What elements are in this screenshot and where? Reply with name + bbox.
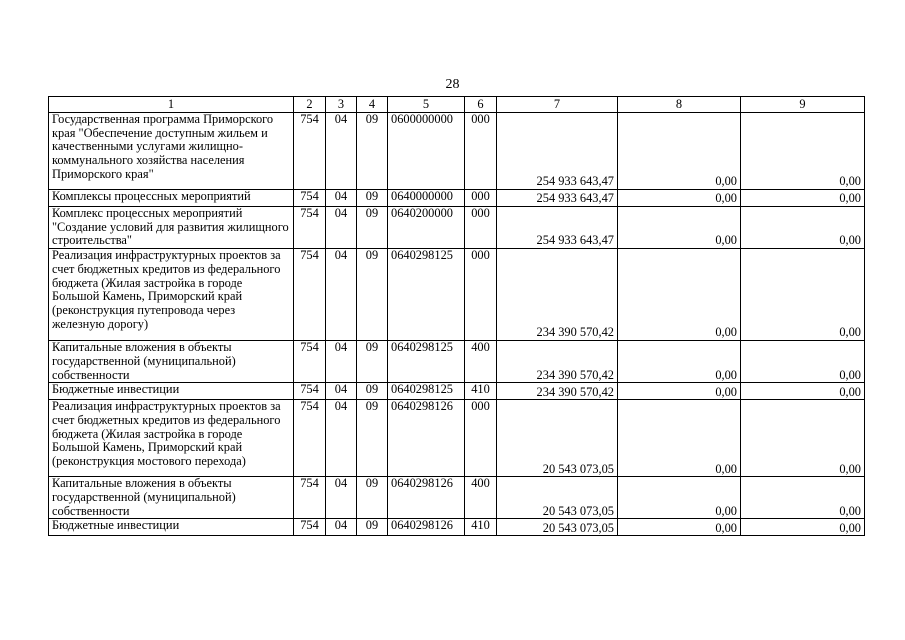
code-target-article: 0600000000 (388, 113, 465, 190)
code-subsection: 09 (357, 249, 388, 341)
code-expense-type: 000 (465, 207, 497, 249)
row-name: Капитальные вложения в объекты государственной (муниципальной) собственности (49, 341, 294, 383)
code-expense-type: 410 (465, 383, 497, 400)
code-target-article: 0640200000 (388, 207, 465, 249)
column-header-7: 7 (497, 97, 618, 113)
code-section: 04 (326, 113, 357, 190)
amount-col8: 0,00 (618, 190, 741, 207)
amount-col8: 0,00 (618, 519, 741, 536)
amount-col9: 0,00 (741, 341, 865, 383)
column-header-2: 2 (294, 97, 326, 113)
code-expense-type: 000 (465, 113, 497, 190)
code-grbs: 754 (294, 190, 326, 207)
row-name: Государственная программа Приморского края "Обеспечение доступным жильем и качественными услугами жилищно-коммунального хозяйства населения Приморского края" (49, 113, 294, 190)
code-section: 04 (326, 341, 357, 383)
row-name: Реализация инфраструктурных проектов за счет бюджетных кредитов из федерального бюджета (Жилая застройка в городе Большой Камень, Приморский край (реконструкция мостового перехода) (49, 400, 294, 477)
amount-col7: 20 543 073,05 (497, 477, 618, 519)
code-grbs: 754 (294, 400, 326, 477)
code-subsection: 09 (357, 341, 388, 383)
code-expense-type: 000 (465, 249, 497, 341)
code-grbs: 754 (294, 341, 326, 383)
code-target-article: 0640298126 (388, 477, 465, 519)
code-section: 04 (326, 249, 357, 341)
table-row (49, 190, 865, 207)
amount-col9: 0,00 (741, 207, 865, 249)
column-header-4: 4 (357, 97, 388, 113)
amount-col9: 0,00 (741, 477, 865, 519)
table-row (49, 383, 865, 400)
code-expense-type: 410 (465, 519, 497, 536)
page-number: 28 (445, 77, 460, 92)
code-subsection: 09 (357, 190, 388, 207)
row-name: Бюджетные инвестиции (49, 519, 294, 536)
code-section: 04 (326, 477, 357, 519)
code-expense-type: 000 (465, 190, 497, 207)
table-row (49, 519, 865, 536)
code-subsection: 09 (357, 477, 388, 519)
table-row (49, 477, 865, 519)
amount-col7: 254 933 643,47 (497, 113, 618, 190)
code-section: 04 (326, 519, 357, 536)
amount-col8: 0,00 (618, 207, 741, 249)
row-name: Комплекс процессных мероприятий "Создание условий для развития жилищного строительства" (49, 207, 294, 249)
code-target-article: 0640000000 (388, 190, 465, 207)
amount-col9: 0,00 (741, 190, 865, 207)
column-header-5: 5 (388, 97, 465, 113)
row-name: Бюджетные инвестиции (49, 383, 294, 400)
code-grbs: 754 (294, 383, 326, 400)
row-name: Реализация инфраструктурных проектов за счет бюджетных кредитов из федерального бюджета (Жилая застройка в городе Большой Камень, Приморский край (реконструкция путепровода через железную дорогу) (49, 249, 294, 341)
code-expense-type: 400 (465, 477, 497, 519)
amount-col7: 234 390 570,42 (497, 341, 618, 383)
code-section: 04 (326, 400, 357, 477)
amount-col9: 0,00 (741, 400, 865, 477)
code-subsection: 09 (357, 519, 388, 536)
code-subsection: 09 (357, 207, 388, 249)
column-header-9: 9 (741, 97, 865, 113)
table-row (49, 249, 865, 341)
amount-col8: 0,00 (618, 249, 741, 341)
table-row (49, 207, 865, 249)
amount-col8: 0,00 (618, 400, 741, 477)
amount-col7: 234 390 570,42 (497, 383, 618, 400)
column-header-6: 6 (465, 97, 497, 113)
amount-col7: 20 543 073,05 (497, 400, 618, 477)
amount-col9: 0,00 (741, 113, 865, 190)
budget-table (48, 96, 865, 536)
table-row (49, 341, 865, 383)
amount-col7: 234 390 570,42 (497, 249, 618, 341)
amount-col8: 0,00 (618, 383, 741, 400)
column-header-3: 3 (326, 97, 357, 113)
table-row (49, 113, 865, 190)
column-header-8: 8 (618, 97, 741, 113)
code-grbs: 754 (294, 207, 326, 249)
amount-col8: 0,00 (618, 341, 741, 383)
amount-col9: 0,00 (741, 383, 865, 400)
code-grbs: 754 (294, 249, 326, 341)
code-target-article: 0640298126 (388, 400, 465, 477)
code-section: 04 (326, 207, 357, 249)
column-header-1: 1 (49, 97, 294, 113)
amount-col8: 0,00 (618, 477, 741, 519)
amount-col7: 254 933 643,47 (497, 190, 618, 207)
code-target-article: 0640298125 (388, 249, 465, 341)
amount-col9: 0,00 (741, 249, 865, 341)
code-subsection: 09 (357, 113, 388, 190)
table-header-row (49, 97, 865, 113)
code-section: 04 (326, 383, 357, 400)
code-subsection: 09 (357, 383, 388, 400)
amount-col8: 0,00 (618, 113, 741, 190)
amount-col7: 20 543 073,05 (497, 519, 618, 536)
table-row (49, 400, 865, 477)
code-grbs: 754 (294, 519, 326, 536)
row-name: Капитальные вложения в объекты государственной (муниципальной) собственности (49, 477, 294, 519)
code-grbs: 754 (294, 477, 326, 519)
amount-col9: 0,00 (741, 519, 865, 536)
code-subsection: 09 (357, 400, 388, 477)
code-expense-type: 400 (465, 341, 497, 383)
code-section: 04 (326, 190, 357, 207)
code-target-article: 0640298125 (388, 383, 465, 400)
code-grbs: 754 (294, 113, 326, 190)
row-name: Комплексы процессных мероприятий (49, 190, 294, 207)
amount-col7: 254 933 643,47 (497, 207, 618, 249)
code-target-article: 0640298126 (388, 519, 465, 536)
code-expense-type: 000 (465, 400, 497, 477)
code-target-article: 0640298125 (388, 341, 465, 383)
